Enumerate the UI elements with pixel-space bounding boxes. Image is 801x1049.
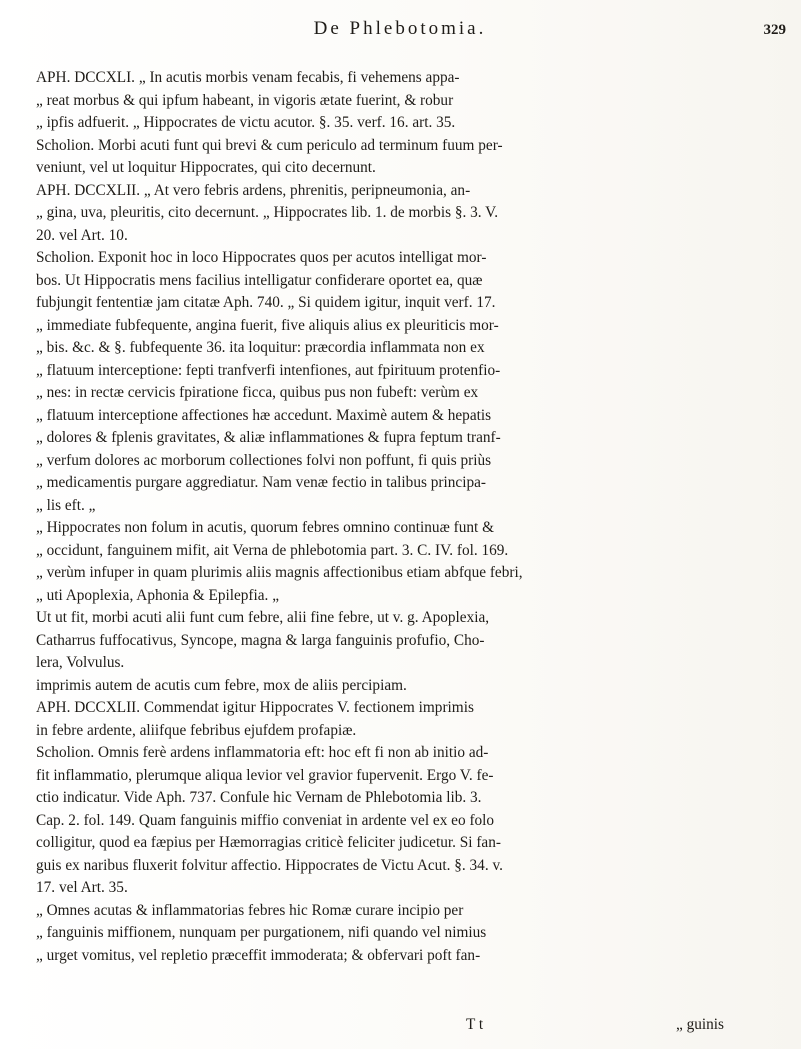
text-line: APH. DCCXLII. „ At vero febris ardens, phrenitis, peripneumonia, an-: [36, 181, 471, 199]
text-line: bos. Ut Hippocratis mens facilius intelligatur confiderare oportet ea, quæ: [36, 271, 483, 289]
catchword: „ guinis: [676, 1016, 725, 1033]
text-line: „ bis. &c. & §. fubfequente 36. ita loquitur: præcordia inflammata non ex: [36, 339, 485, 356]
text-line: in febre ardente, aliifque febribus ejufdem profapiæ.: [36, 721, 357, 739]
text-line: „ verfum dolores ac morborum collectiones folvi non poffunt, fi quis priùs: [36, 451, 492, 469]
text-line: Catharrus fuffocativus, Syncope, magna & larga fanguinis profufio, Cho-: [36, 631, 485, 649]
signature-mark: T t: [466, 1016, 484, 1033]
page-footer: [36, 1016, 786, 1040]
page-number: 329: [763, 22, 786, 38]
running-header: [0, 14, 801, 48]
text-line: APH. DCCXLI. „ In acutis morbis venam fecabis, fi vehemens appa-: [36, 69, 460, 86]
text-line: „ immediate fubfequente, angina fuerit, five aliquis alius ex pleuriticis mor-: [36, 316, 499, 334]
text-line: „ occidunt, fanguinem mifit, ait Verna de phlebotomia part. 3. C. IV. fol. 169.: [36, 541, 509, 559]
text-line: „ dolores & fplenis gravitates, & aliæ inflammationes & fupra feptum tranf-: [36, 429, 501, 446]
text-line: 20. vel Art. 10.: [36, 226, 128, 244]
text-line: fubjungit fententiæ jam citatæ Aph. 740. „ Si quidem igitur, inquit verf. 17.: [36, 294, 496, 311]
text-line: 17. vel Art. 35.: [36, 879, 128, 896]
text-line: Cap. 2. fol. 149. Quam fanguinis miffio conveniat in ardente vel ex eo folo: [36, 811, 495, 829]
running-title: De Phlebotomia.: [313, 18, 487, 39]
text-line: „ nes: in rectæ cervicis fpiratione ficca, quibus pus non fubeft: verùm ex: [36, 384, 479, 401]
text-line: „ medicamentis purgare aggrediatur. Nam venæ fectio in talibus principa-: [36, 474, 486, 491]
text-line: veniunt, vel ut loquitur Hippocrates, qui cito decernunt.: [36, 159, 376, 176]
text-line: lera, Volvulus.: [36, 654, 125, 671]
text-line: „ urget vomitus, vel repletio præceffit immoderata; & obfervari poft fan-: [36, 946, 481, 964]
text-line: „ Omnes acutas & inflammatorias febres hic Romæ curare incipio per: [36, 901, 464, 919]
text-line: APH. DCCXLII. Commendat igitur Hippocrates V. fectionem imprimis: [36, 699, 474, 716]
text-line: Scholion. Exponit hoc in loco Hippocrates quos per acutos intelligat mor-: [36, 249, 487, 266]
text-line: Scholion. Omnis ferè ardens inflammatoria eft: hoc eft fi non ab initio ad-: [36, 744, 489, 761]
text-line: „ fanguinis miffionem, nunquam per purgationem, nifi quando vel nimius: [36, 924, 487, 941]
text-line: fit inflammatio, plerumque aliqua levior vel gravior fupervenit. Ergo V. fe-: [36, 766, 494, 784]
text-line: „ gina, uva, pleuritis, cito decernunt. „ Hippocrates lib. 1. de morbis §. 3. V.: [36, 204, 499, 221]
text-line: Ut ut fit, morbi acuti alii funt cum febre, alii fine febre, ut v. g. Apoplexia,: [36, 609, 490, 626]
text-line: „ verùm infuper in quam plurimis aliis magnis affectionibus etiam abfque febri,: [36, 564, 523, 581]
text-line: imprimis autem de acutis cum febre, mox de aliis percipiam.: [36, 676, 407, 694]
text-line: „ uti Apoplexia, Aphonia & Epilepfia. „: [36, 586, 279, 604]
text-line: ctio indicatur. Vide Aph. 737. Confule hic Vernam de Phlebotomia lib. 3.: [36, 789, 482, 806]
text-line: „ flatuum interceptione affectiones hæ accedunt. Maximè autem & hepatis: [36, 406, 492, 424]
body-text: [36, 67, 786, 967]
text-line: colligitur, quod ea fæpius per Hæmorragias criticè feliciter judicetur. Si fan-: [36, 834, 501, 851]
text-line: Scholion. Morbi acuti funt qui brevi & cum periculo ad terminum fuum per-: [36, 136, 503, 154]
text-line: „ lis eft. „: [36, 496, 96, 514]
text-line: „ reat morbus & qui ipfum habeant, in vigoris ætate fuerint, & robur: [36, 91, 454, 109]
text-line: „ ipfis adfuerit. „ Hippocrates de victu acutor. §. 35. verf. 16. art. 35.: [36, 114, 456, 131]
text-line: „ Hippocrates non folum in acutis, quorum febres omnino continuæ funt &: [36, 519, 494, 536]
text-line: „ flatuum interceptione: fepti tranfverfi intenfiones, aut fpirituum protenfio-: [36, 361, 501, 379]
text-line: guis ex naribus fluxerit folvitur affectio. Hippocrates de Victu Acut. §. 34. v.: [36, 856, 503, 874]
